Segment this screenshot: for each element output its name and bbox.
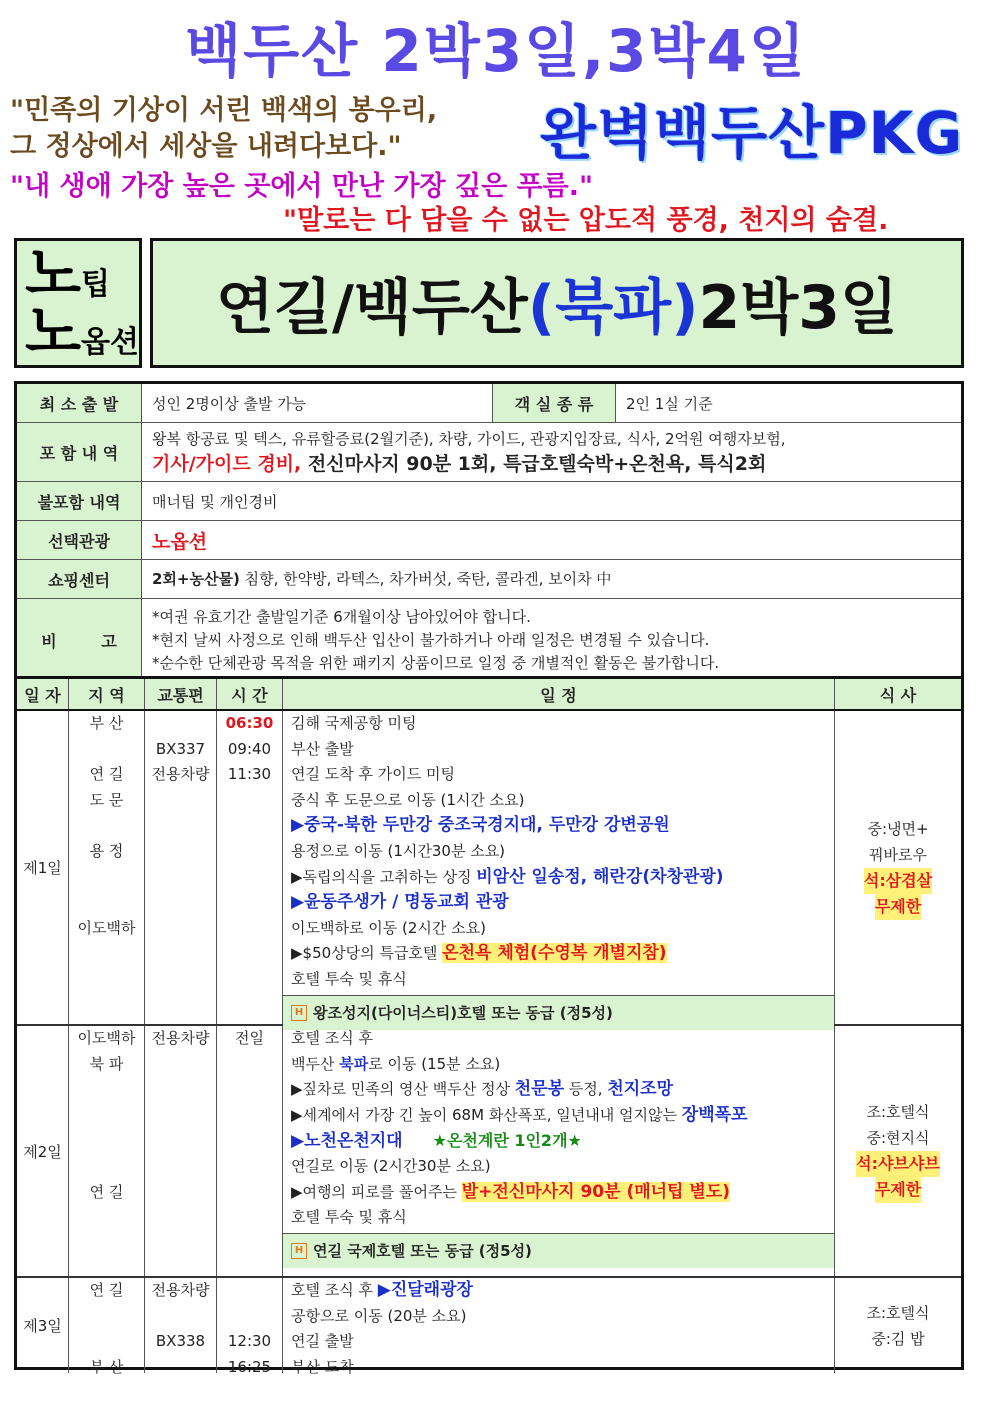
- region: [69, 813, 144, 839]
- plan-text: ▶여행의 피로를 풀어주는: [291, 1182, 462, 1201]
- min-departure-value: 성인 2명이상 출발 가능: [142, 384, 493, 422]
- room-type-value: 2인 1실 기준: [626, 394, 713, 413]
- time: 11:30: [227, 765, 272, 784]
- shopping-items: 침향, 한약방, 라텍스, 차가버섯, 죽탄, 콜라겐, 보이차 中: [239, 570, 612, 588]
- plan-item: 공항으로 이동 (20분 소요): [291, 1306, 467, 1325]
- meal: 석:삼겹살: [864, 868, 932, 894]
- day-3-meals: [835, 1278, 961, 1373]
- plan-item: [283, 1128, 834, 1154]
- heading-north-slope: (북파): [527, 273, 699, 343]
- region: [69, 1128, 144, 1154]
- plan-text: 호텔 조식 후: [291, 1281, 378, 1299]
- badge-no-1: 노: [25, 240, 82, 308]
- day-3-label: 제3일: [17, 1278, 69, 1373]
- region: 연 길: [89, 765, 124, 784]
- plan-highlight: ★온천계란 1인2개★: [432, 1131, 582, 1151]
- region: [69, 1329, 144, 1355]
- info-row-option: [17, 521, 961, 560]
- time: [217, 1304, 282, 1330]
- quote-line-4: "말로는 다 담을 수 없는 압도적 풍경, 천지의 숨결.: [283, 205, 889, 236]
- plan-text: ▶세계에서 가장 긴 높이 68M 화산폭포, 일년내내 얼지않는: [291, 1105, 682, 1124]
- day-3-regions: [69, 1278, 145, 1376]
- shopping-label: 쇼핑센터: [17, 560, 142, 598]
- option-label: 선택관광: [17, 521, 142, 559]
- transport: 전용차량: [151, 1029, 210, 1047]
- plan-item: [283, 1077, 834, 1103]
- region: [69, 890, 144, 916]
- plan-highlight: 천문봉: [514, 1079, 565, 1100]
- plan-highlight: 온천욕 체험(수영복 개별지참): [442, 943, 667, 964]
- day-1-transport: [145, 711, 217, 1024]
- region: [69, 1077, 144, 1103]
- included-line-2: [152, 449, 951, 476]
- time: 16:25: [227, 1357, 272, 1376]
- plan-highlight: 발+전신마사지 90분 (매너팁 별도): [461, 1181, 731, 1202]
- page-title: 백두산 2박3일,3박4일: [185, 17, 807, 85]
- note-1: *여권 유효기간 출발일기준 6개월이상 남아있어야 합니다.: [152, 607, 531, 626]
- day-2-times: [217, 1026, 283, 1276]
- badge-tip: 팁: [81, 267, 111, 302]
- info-row-excluded: [17, 482, 961, 521]
- plan-highlight: 북파: [339, 1054, 369, 1073]
- header-meal: 식 사: [879, 685, 917, 705]
- header-transport: 교통편: [145, 679, 217, 709]
- meal: 석:샤브샤브: [856, 1151, 940, 1177]
- header-plan: 일 정: [283, 679, 835, 709]
- time: 06:30: [225, 714, 274, 732]
- day-2-label: 제2일: [17, 1026, 69, 1276]
- region: 용 정: [89, 841, 124, 860]
- plan-text: 백두산: [291, 1054, 340, 1073]
- package-logo: 완벽백두산PKG: [540, 99, 964, 167]
- note-3: *순수한 단체관광 목적을 위한 패키지 상품이므로 일정 중 개별적인 활동은 불가합니다.: [152, 653, 720, 672]
- quote-line-1: "민족의 기상이 서린 백색의 봉우리,: [10, 95, 438, 126]
- plan-item: 부산 출발: [291, 739, 354, 758]
- region: 도 문: [89, 790, 124, 809]
- info-row-shopping: [17, 560, 961, 599]
- day-1-regions: [69, 711, 145, 1024]
- day-1-row: [17, 711, 961, 1026]
- plan-item: 연길로 이동 (2시간30분 소요): [291, 1156, 491, 1175]
- transport: [145, 711, 216, 737]
- schedule-table: [14, 676, 964, 1376]
- included-label: 포 함 내 역: [17, 423, 142, 481]
- plan-item: 연길 출발: [291, 1332, 354, 1351]
- option-value: 노옵션: [152, 530, 208, 553]
- heading-route: 연길/백두산: [216, 273, 528, 343]
- region: [69, 865, 144, 891]
- info-table: [14, 381, 964, 684]
- included-extras: 전신마사지 90분 1회, 특급호텔숙박+온천욕, 특식2회: [301, 453, 767, 475]
- plan-item: [283, 1103, 834, 1129]
- min-departure-label: 최 소 출 발: [17, 384, 142, 422]
- excluded-label: 불포함 내역: [17, 482, 142, 520]
- transport: [145, 1304, 216, 1330]
- plan-item: ▶윤동주생가 / 명동교회 관광: [291, 892, 509, 913]
- region: 북 파: [89, 1054, 124, 1073]
- region: [69, 1154, 144, 1180]
- plan-text: 등정,: [564, 1080, 608, 1099]
- day-1-times: [217, 711, 283, 1024]
- region: 연 길: [89, 1182, 124, 1201]
- plan-text: ▶독립의식을 고취하는 상징: [291, 867, 477, 886]
- hotel-icon: H: [291, 1005, 307, 1021]
- plan-highlight: 천지조망: [607, 1079, 674, 1100]
- quote-line-2: 그 정상에서 세상을 내려다보다.": [10, 131, 402, 162]
- no-tip-no-option-badge: [14, 238, 142, 368]
- plan-highlight: 비암산 일송정, 해란강(차창관광): [476, 866, 724, 887]
- excluded-value: 매너팁 및 개인경비: [152, 492, 278, 511]
- meal: 조:호텔식: [866, 1103, 930, 1121]
- day-3-transport: [145, 1278, 217, 1373]
- day-2-row: [17, 1026, 961, 1278]
- day-2-regions: [69, 1026, 145, 1276]
- plan-highlight: ▶노천온천지대: [291, 1131, 403, 1152]
- info-row-min: [17, 384, 961, 423]
- shopping-value: [142, 560, 961, 598]
- plan-item: 부산 도착: [291, 1357, 354, 1376]
- day-2-meals: [835, 1026, 961, 1276]
- day-3-times: [217, 1278, 283, 1376]
- badge-no-2: 노: [25, 298, 82, 366]
- heading-duration: 2박3일: [698, 273, 898, 343]
- hotel-icon: H: [291, 1243, 307, 1259]
- region: 연 길: [89, 1281, 124, 1299]
- hotel-name: 연길 국제호텔 또는 동급 (정5성): [313, 1241, 532, 1260]
- region: [69, 1304, 144, 1330]
- plan-item: 호텔 투숙 및 휴식: [291, 1208, 407, 1227]
- meal: 조:호텔식: [866, 1303, 930, 1322]
- header-region: 지 역: [69, 679, 145, 709]
- day-2-hotel: [283, 1233, 834, 1268]
- plan-item: 호텔 투숙 및 휴식: [291, 969, 407, 988]
- transport: BX337: [155, 739, 206, 758]
- meal: 꿔바로우: [869, 845, 927, 864]
- header-day: 일 자: [17, 679, 69, 709]
- hotel-name: 왕조성지(다이너스티)호텔 또는 동급 (정5성): [313, 1003, 613, 1022]
- region: 이도백하: [77, 1029, 136, 1047]
- meal: 무제한: [875, 894, 921, 920]
- notes-label: 비 고: [17, 599, 142, 681]
- day-1-hotel: [283, 995, 834, 1030]
- meal: 무제한: [875, 1177, 921, 1203]
- region: [69, 1103, 144, 1129]
- plan-highlight: ▶진달래광장: [377, 1280, 473, 1300]
- region: 이도백하: [77, 918, 136, 937]
- room-type-label: 객 실 종 류: [493, 384, 616, 422]
- meal: 중:냉면+: [867, 819, 929, 838]
- plan-item: 김해 국제공항 미팅: [291, 714, 417, 732]
- plan-item: [283, 1052, 834, 1078]
- tour-heading: [150, 238, 964, 368]
- day-2-transport: [145, 1026, 217, 1276]
- day-1-plan: [283, 711, 835, 1024]
- info-row-included: [17, 423, 961, 482]
- info-row-notes: [17, 599, 961, 681]
- schedule-header: [17, 679, 961, 711]
- plan-item: 용정으로 이동 (1시간30분 소요): [291, 841, 506, 860]
- transport: BX338: [155, 1332, 206, 1351]
- region: 부 산: [89, 1357, 124, 1376]
- shopping-count: 2회+농산물): [152, 570, 240, 588]
- day-3-plan: [283, 1278, 835, 1376]
- plan-item: 연길 도착 후 가이드 미팅: [291, 765, 455, 784]
- region: [69, 737, 144, 763]
- day-3-row: [17, 1278, 961, 1376]
- notes-value: [142, 599, 961, 681]
- region: 부 산: [89, 714, 124, 732]
- note-2: *현지 날씨 사정으로 인해 백두산 입산이 불가하거나 아래 일정은 변경될 수 있습니다.: [152, 630, 710, 649]
- plan-item: [283, 1278, 834, 1304]
- day-2-plan: [283, 1026, 835, 1276]
- quote-line-3: "내 생애 가장 높은 곳에서 만난 가장 깊은 푸름.": [10, 171, 594, 202]
- badge-option: 옵션: [81, 325, 139, 360]
- plan-text: ▶$50상당의 특급호텔: [291, 944, 443, 963]
- day-1-meals: [835, 711, 961, 1024]
- time: 12:30: [227, 1332, 272, 1351]
- header-time: 시 간: [217, 679, 283, 709]
- included-value: [142, 423, 961, 481]
- time: 전일: [235, 1029, 264, 1047]
- meal: 중:김 밥: [871, 1329, 925, 1348]
- plan-text: 로 이동 (15분 소요): [368, 1054, 501, 1073]
- plan-text: ▶짚차로 민족의 영산 백두산 정상: [291, 1080, 515, 1099]
- included-driver-guide: 기사/가이드 경비,: [152, 453, 302, 475]
- time: 09:40: [227, 739, 272, 758]
- transport: 전용차량: [151, 765, 210, 784]
- transport: 전용차량: [151, 1281, 210, 1299]
- day-1-label: 제1일: [17, 711, 69, 1024]
- plan-item: 호텔 조식 후: [291, 1029, 373, 1047]
- meal: 중:현지식: [866, 1129, 930, 1147]
- plan-item: [283, 1180, 834, 1206]
- plan-item: ▶중국-북한 두만강 중조국경지대, 두만강 강변공원: [291, 815, 670, 836]
- time: [217, 1278, 282, 1304]
- plan-highlight: 장백폭포: [681, 1104, 748, 1125]
- plan-item: 중식 후 도문으로 이동 (1시간 소요): [291, 790, 525, 809]
- plan-item: [283, 941, 834, 967]
- included-line-1: 왕복 항공료 및 텍스, 유류할증료(2월기준), 차량, 가이드, 관광지입장료, 식사, 2억원 여행자보험,: [152, 430, 786, 448]
- plan-item: 이도백하로 이동 (2시간 소요): [291, 918, 486, 937]
- plan-item: [283, 865, 834, 891]
